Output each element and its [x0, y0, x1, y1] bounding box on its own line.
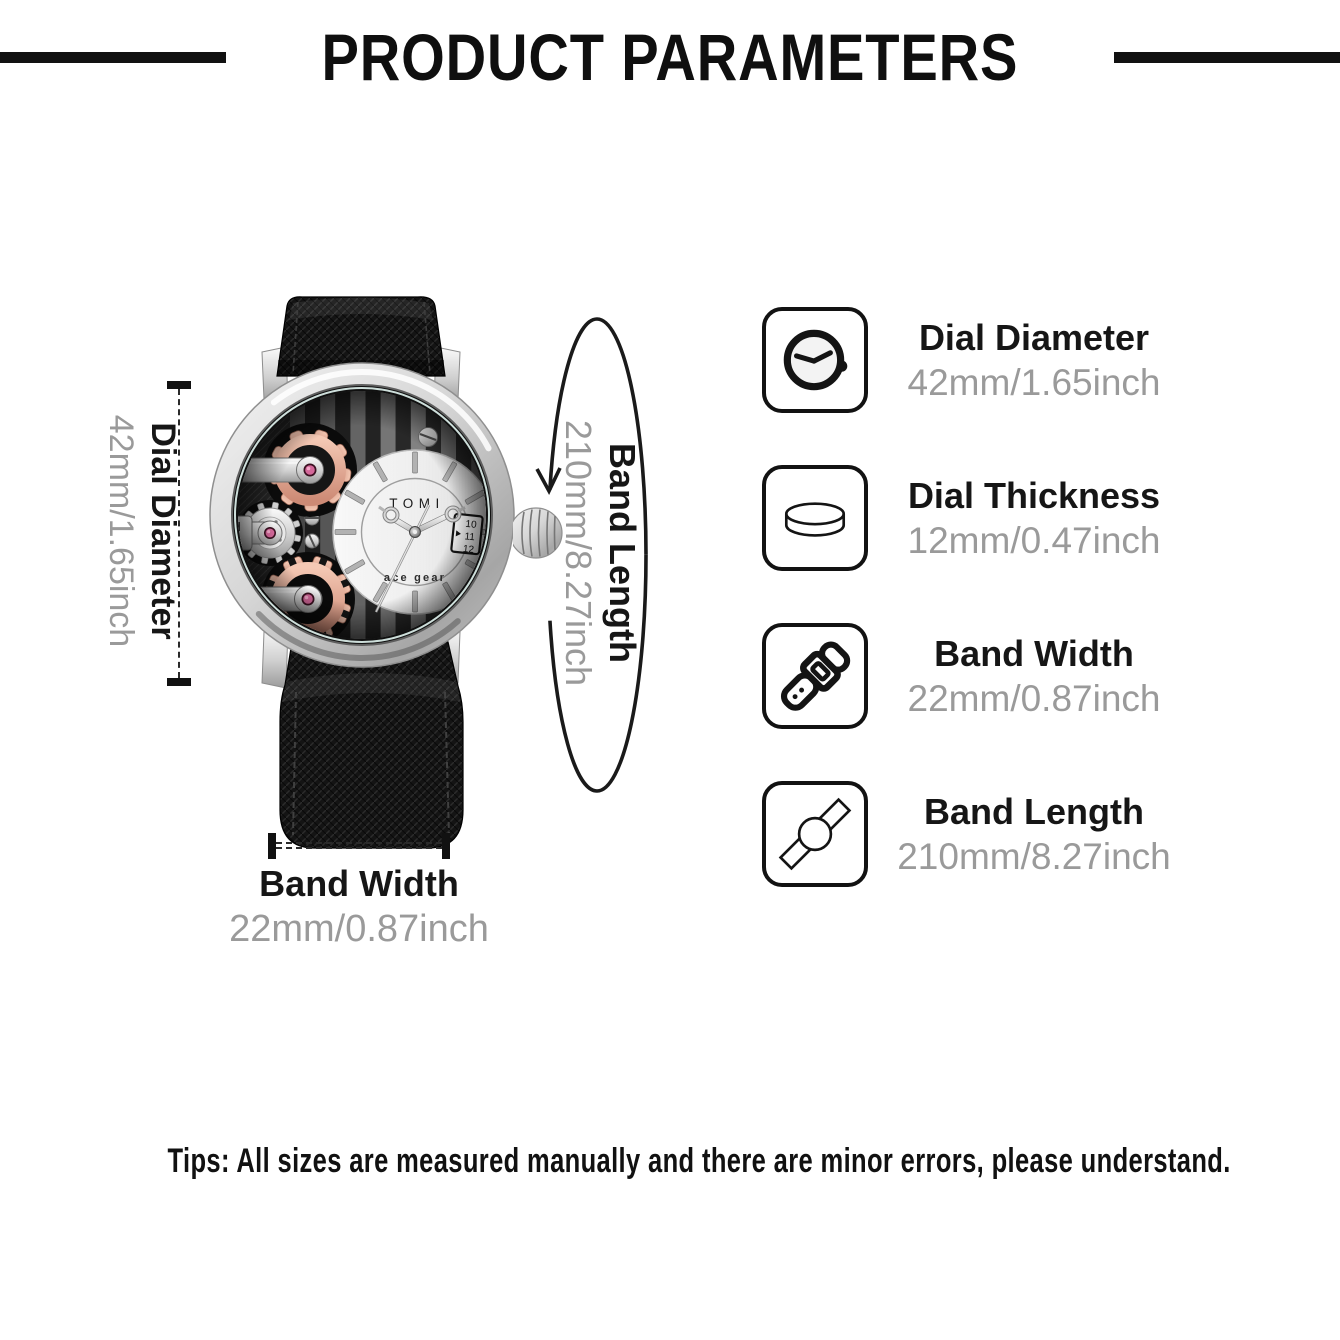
dial-diameter-value: 42mm/1.65inch [102, 414, 140, 648]
watch-strap-bottom [280, 642, 463, 848]
page-header [0, 18, 1340, 96]
spec-label: Band Length [924, 790, 1144, 832]
watch-face-icon [762, 307, 868, 413]
spec-row-dial-thickness [762, 465, 1192, 571]
spec-list [762, 307, 1192, 939]
dial-diameter-label: Dial Diameter [144, 422, 182, 640]
watch-product-image [190, 290, 570, 860]
band-width-value: 22mm/0.87inch [229, 908, 489, 950]
band-length-value: 210mm/8.27inch [558, 419, 599, 687]
band-length-rotated-text [556, 343, 644, 763]
header-rule-left [0, 52, 226, 63]
spec-label: Band Width [934, 632, 1134, 674]
band-flat-icon [762, 781, 868, 887]
page-title: PRODUCT PARAMETERS [321, 20, 1019, 94]
spec-row-dial-diameter [762, 307, 1192, 413]
spec-label: Dial Diameter [918, 316, 1150, 358]
band-length-label: Band Length [602, 443, 643, 663]
band-buckle-icon [762, 623, 868, 729]
spec-label: Dial Thickness [907, 474, 1161, 516]
tips-text: Tips: All sizes are measured manually and there are minor errors, please understand. [167, 1142, 1231, 1180]
band-width-label: Band Width [259, 863, 459, 904]
band-width-cap-right [442, 833, 450, 859]
band-width-measure-line [276, 842, 442, 849]
dial-diameter-rotated-text [100, 351, 184, 711]
spec-row-band-length [762, 781, 1192, 887]
spec-value: 42mm/1.65inch [907, 361, 1161, 403]
header-rule-right [1114, 52, 1340, 63]
dial-disc-icon [762, 465, 868, 571]
spec-value: 12mm/0.47inch [907, 519, 1161, 561]
spec-row-band-width [762, 623, 1192, 729]
band-width-cap-left [268, 833, 276, 859]
dial-edge-shadow [238, 391, 486, 639]
spec-value: 22mm/0.87inch [907, 677, 1161, 719]
spec-value: 210mm/8.27inch [897, 835, 1171, 877]
